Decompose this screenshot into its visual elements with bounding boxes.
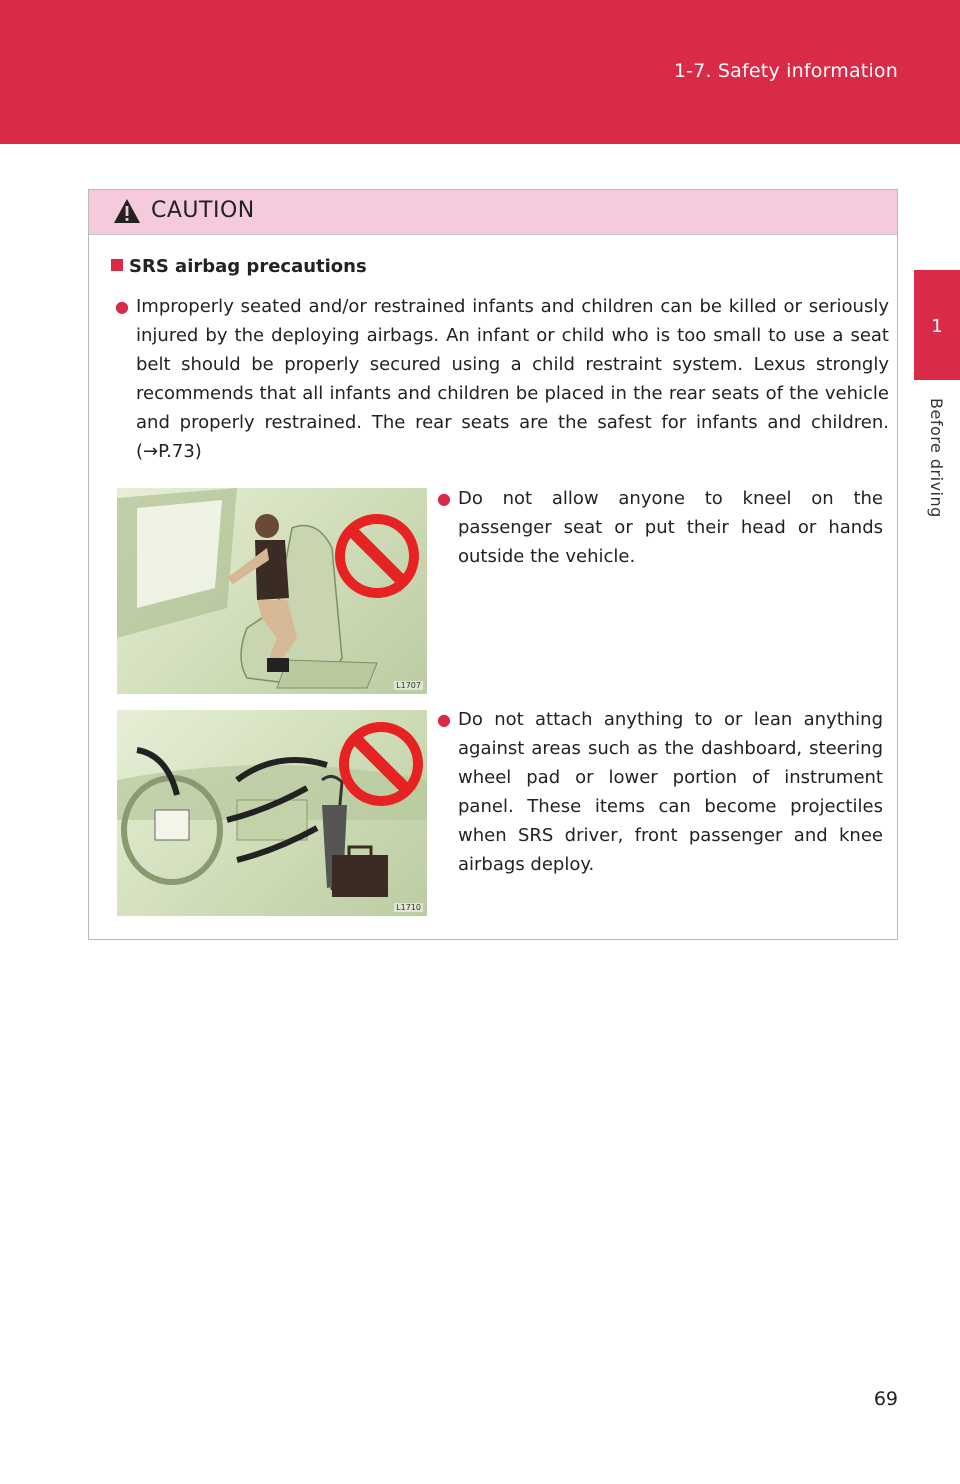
prohibited-icon [339, 722, 423, 806]
section-heading-text: SRS airbag precautions [129, 256, 367, 277]
bullet-item [437, 705, 883, 879]
bullet-icon: ● [437, 489, 451, 508]
chapter-number: 1 [931, 316, 943, 337]
illustration-dashboard-objects [117, 710, 427, 916]
bullet-paragraph [115, 292, 889, 466]
prohibited-icon [335, 514, 419, 598]
bullet-item-text: Do not attach anything to or lean anything against areas such as the dashboard, steering wheel pad or lower portion of instrument panel. These items can become projectiles when SRS driver, front passenger and knee airbags deploy. [458, 709, 883, 875]
bullet-icon: ● [115, 297, 129, 316]
caution-label: CAUTION [151, 198, 255, 223]
chapter-label: Before driving [927, 398, 946, 518]
caution-header [89, 190, 897, 235]
caution-box [88, 189, 898, 940]
section-title: 1-7. Safety information [673, 60, 898, 82]
header-band [0, 0, 960, 144]
bullet-icon: ● [437, 710, 451, 729]
page-number: 69 [873, 1388, 898, 1410]
image-code: L1710 [396, 903, 421, 912]
illustration-kneeling-passenger [117, 488, 427, 694]
chapter-tab [914, 270, 960, 380]
paragraph-text: Improperly seated and/or restrained infants and children can be killed or seriously injured by the deploying airbags. An infant or child who is too small to use a seat belt should be properly secured using a child restraint system. Lexus strongly recommends that all infants and children be placed in the rear seats of the vehicle and properly restrained. The rear seats are the safest for infants and children. (→P.73) [136, 296, 889, 462]
warning-icon [113, 198, 141, 224]
square-bullet-icon [111, 259, 123, 271]
section-heading [111, 256, 367, 277]
image-code: L1707 [396, 681, 421, 690]
bullet-item-text: Do not allow anyone to kneel on the passenger seat or put their head or hands outside the vehicle. [458, 488, 883, 567]
bullet-item [437, 484, 883, 571]
